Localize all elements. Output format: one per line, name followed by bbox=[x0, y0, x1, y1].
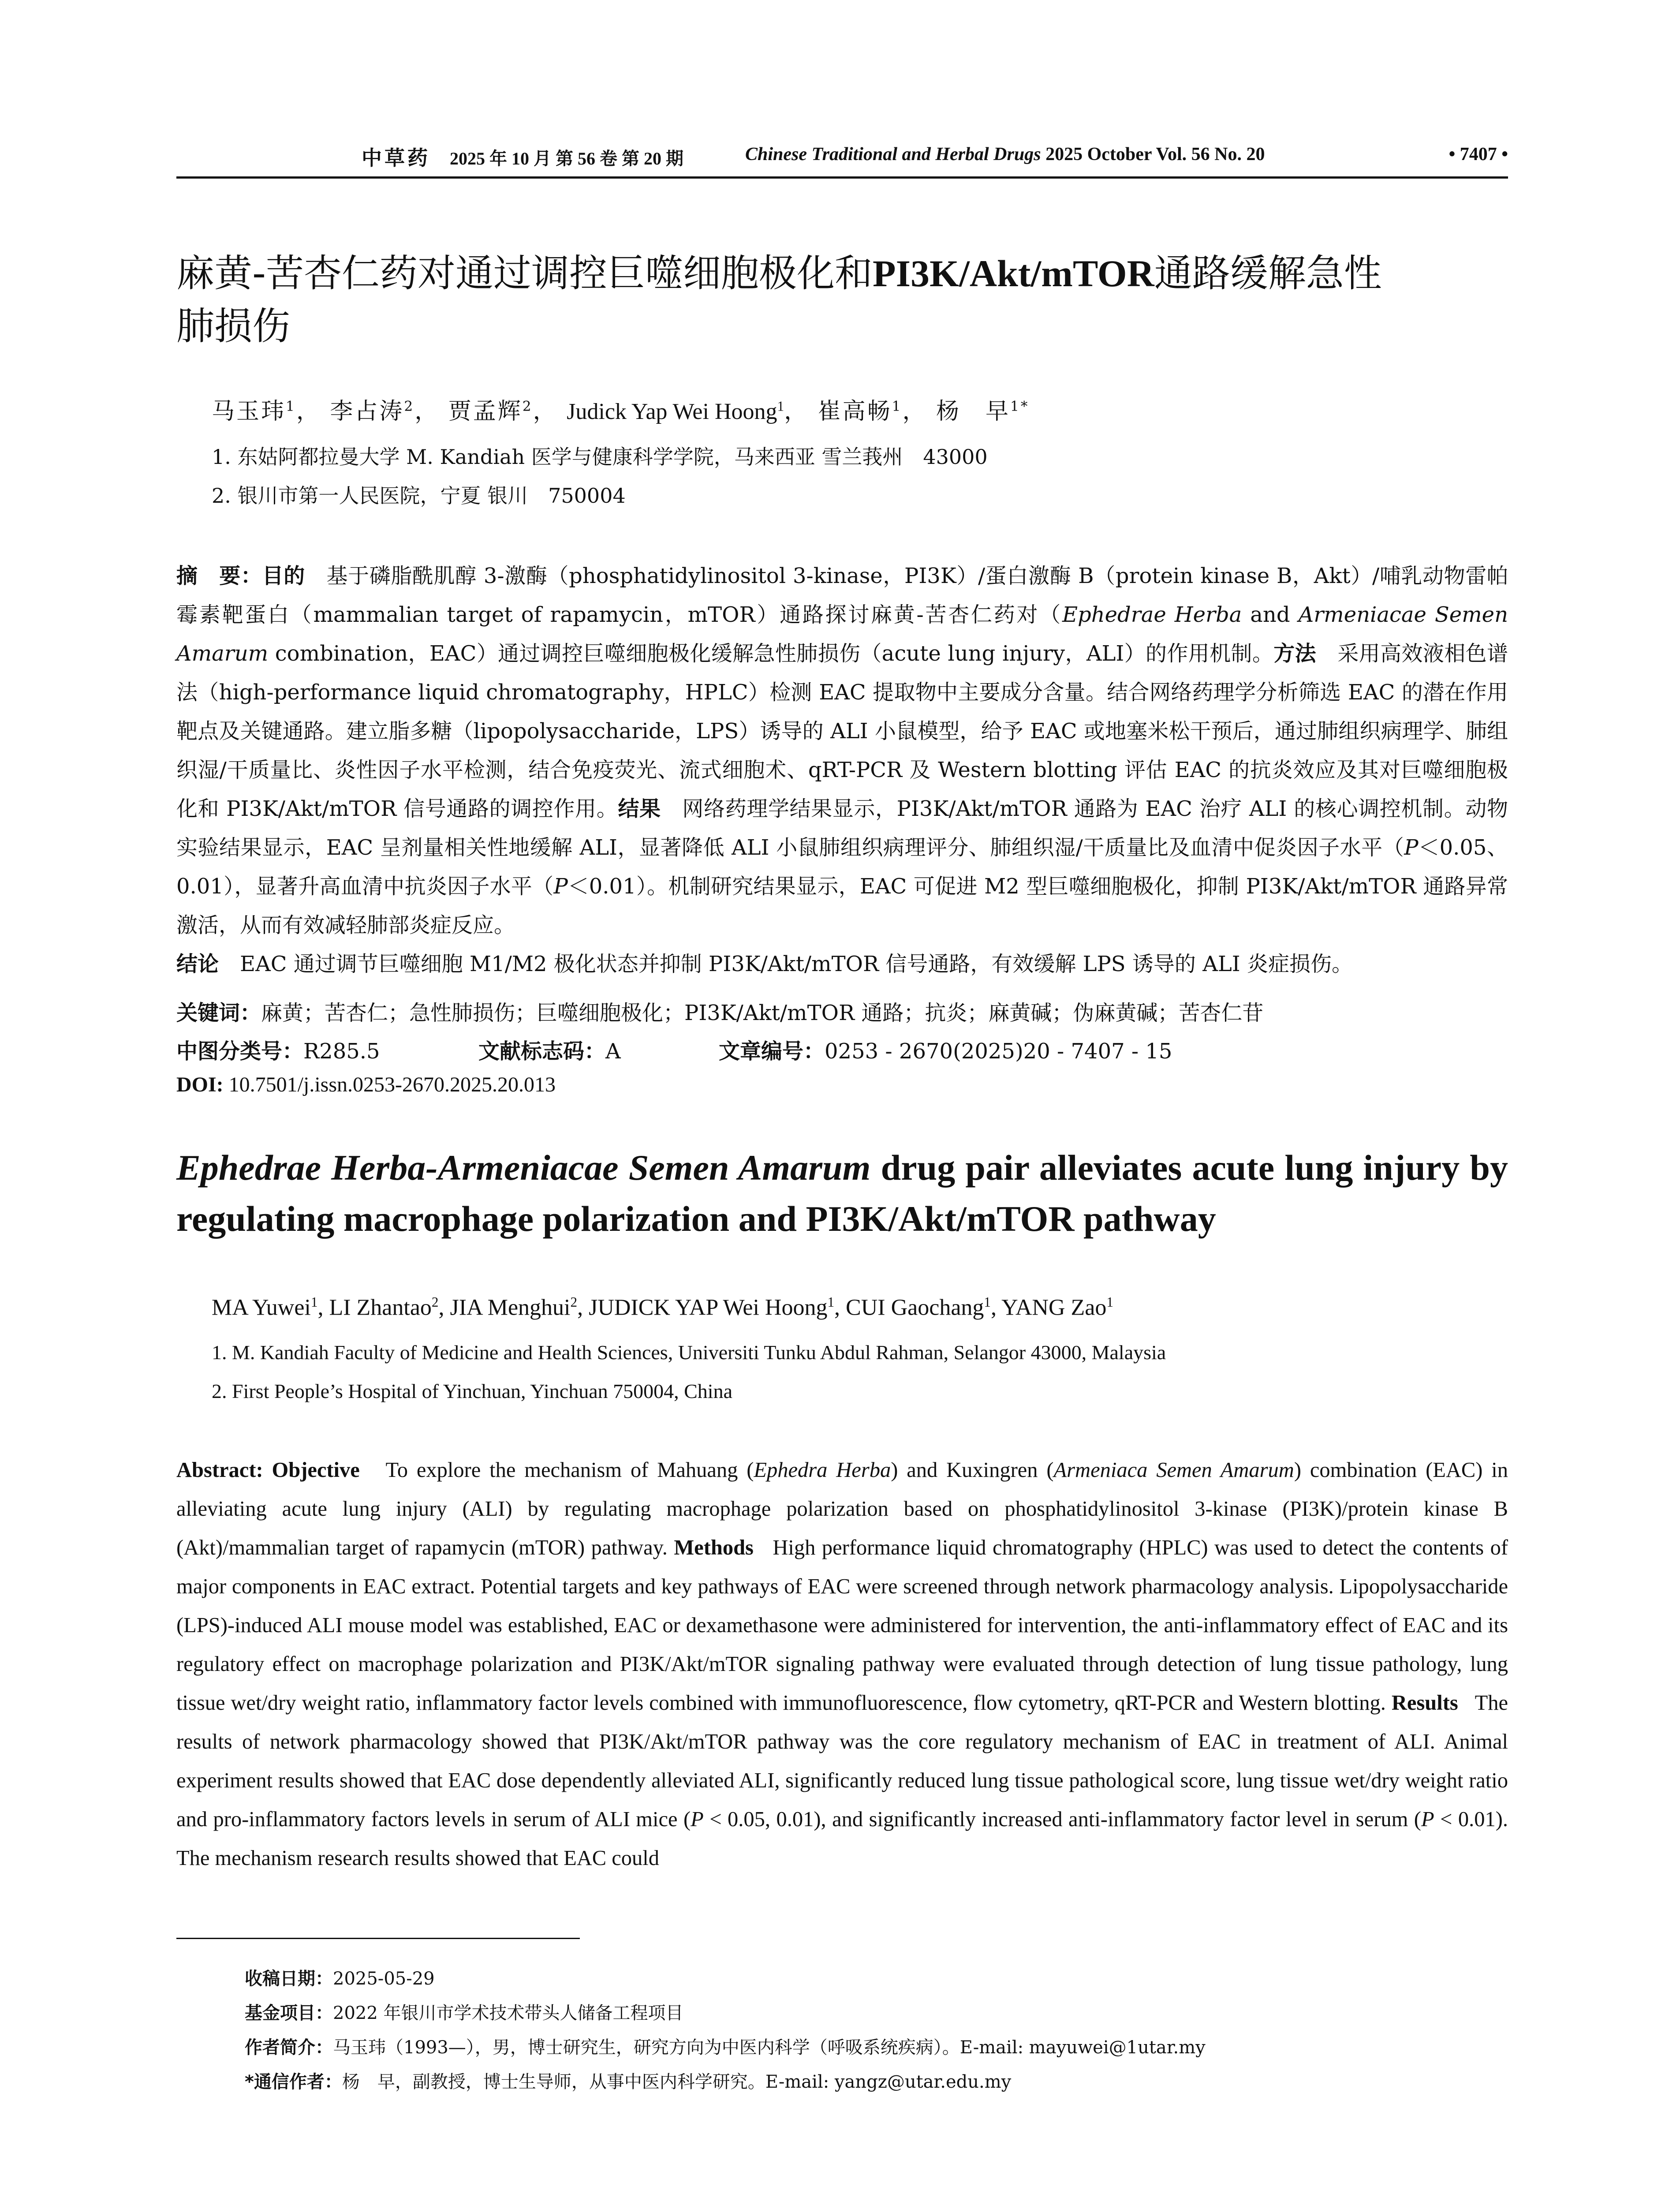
objective-text-en: To explore the mechanism of Mahuang ( bbox=[385, 1458, 754, 1482]
received-label: 收稿日期： bbox=[245, 1969, 333, 1989]
article-value: 0253 - 2670(2025)20 - 7407 - 15 bbox=[825, 1039, 1172, 1064]
author-name: Judick Yap Wei Hoong bbox=[567, 399, 777, 424]
fund-label: 基金项目： bbox=[245, 2003, 333, 2023]
author-aff: 2 bbox=[404, 398, 415, 415]
author-aff: 2 bbox=[522, 398, 533, 415]
conclusion-label: 结论 bbox=[176, 952, 219, 976]
received-value: 2025-05-29 bbox=[333, 1969, 435, 1989]
article-label: 文章编号： bbox=[719, 1039, 825, 1064]
conjunction: and bbox=[1242, 602, 1299, 627]
author-aff: 1 bbox=[286, 398, 296, 415]
affiliation-cn: 1. 东姑阿都拉曼大学 M. Kandiah 医学与健康科学学院，马来西亚 雪兰莪州 43000 bbox=[212, 445, 988, 469]
keywords-label: 关键词： bbox=[176, 1001, 261, 1025]
doi bbox=[176, 1073, 556, 1097]
corresponding-label: *通信作者： bbox=[245, 2072, 342, 2092]
title-cn-part: 通路缓解急性 bbox=[1154, 251, 1382, 295]
author-aff: 2 bbox=[570, 1294, 578, 1310]
author-name: CUI Gaochang bbox=[846, 1295, 984, 1320]
clc-value: R285.5 bbox=[303, 1039, 380, 1064]
results-label-en: Results bbox=[1391, 1691, 1458, 1715]
author-name: 崔高畅 bbox=[818, 398, 892, 425]
p-symbol: P bbox=[553, 874, 568, 899]
author bbox=[567, 399, 784, 424]
abstract-cn bbox=[176, 557, 1508, 983]
authors-cn: 马玉玮$^1$， 李占涛$^2$， 贾孟辉$^2$， Judick Yap Wei Hoong$^1$， 崔高畅$^1$， 杨 早$^{1*}$ bbox=[212, 398, 1030, 425]
classification-line bbox=[176, 1034, 380, 1065]
title-cn-line2: 肺损伤 bbox=[176, 304, 290, 348]
affiliation-cn: 2. 银川市第一人民医院，宁夏 银川 750004 bbox=[212, 484, 626, 508]
latin-name: Armeniaca Semen Amarum bbox=[1053, 1458, 1294, 1482]
methods-label: 方法 bbox=[1273, 641, 1317, 666]
objective-label: 目的 bbox=[262, 564, 305, 588]
objective-text-en: ) and Kuxingren ( bbox=[891, 1458, 1054, 1482]
author-name: LI Zhantao bbox=[329, 1295, 432, 1320]
author-name: 杨 早 bbox=[936, 398, 1011, 425]
methods-text-en: High performance liquid chromatography (HPLC) was used to detect the contents of major components in EAC extract. Potential targets and key pathways of EAC were screened through network pharmacology analysis. Lipopolysaccharide (LPS)-induced ALI mouse model was established, EAC or dexamethasone were administered for intervention, the anti-inflammatory effect of EAC and its regulatory effect on macrophage polarization and PI3K/Akt/mTOR signaling pathway were evaluated through detection of lung tissue pathology, lung tissue wet/dry weight ratio, inflammatory factor levels combined with immunofluorescence, flow cytometry, qRT-PCR and Western blotting. bbox=[176, 1536, 1508, 1715]
affiliation-en: 2. First People’s Hospital of Yinchuan, Yinchuan 750004, China bbox=[212, 1380, 732, 1402]
latin-name: Ephedra Herba bbox=[754, 1458, 891, 1482]
footnote-received bbox=[245, 1965, 435, 1990]
author-bio-value: 马玉玮（1993—），男，博士研究生，研究方向为中医内科学（呼吸系统疾病）。E-mail: mayuwei@1utar.my bbox=[333, 2037, 1206, 2058]
title-cn bbox=[176, 247, 1508, 353]
footnote-fund bbox=[245, 1999, 683, 2024]
issue-info-en: 2025 October Vol. 56 No. 20 bbox=[1045, 144, 1265, 164]
header-rule bbox=[176, 176, 1508, 179]
author-name: JIA Menghui bbox=[450, 1295, 571, 1320]
latin-name: Armeniacae Semen Amarum bbox=[176, 602, 1508, 666]
journal-name-en-text: Chinese Traditional and Herbal Drugs bbox=[745, 144, 1041, 164]
doc-code bbox=[478, 1034, 621, 1065]
doc-label: 文献标志码： bbox=[478, 1039, 606, 1064]
affiliation-en: 1. M. Kandiah Faculty of Medicine and Health Sciences, Universiti Tunku Abdul Rahman, Selangor 43000, Malaysia bbox=[212, 1341, 1166, 1364]
p-symbol: P bbox=[1404, 835, 1419, 860]
author-name: YANG Zao bbox=[1001, 1295, 1107, 1320]
author-aff: 1 bbox=[777, 398, 784, 414]
author-aff: 1* bbox=[1010, 398, 1030, 415]
author-aff: 1 bbox=[892, 398, 903, 415]
p-symbol: P bbox=[691, 1808, 704, 1831]
objective-tail: combination，EAC）通过调控巨噬细胞极化缓解急性肺损伤（acute lung injury，ALI）的作用机制。 bbox=[268, 641, 1274, 666]
footnote-author bbox=[245, 2033, 1206, 2059]
journal-name-en bbox=[745, 144, 1265, 165]
abstract-en bbox=[176, 1451, 1508, 1878]
author-bio-label: 作者简介： bbox=[245, 2037, 333, 2058]
authors-en: MA Yuwei$^1$, LI Zhantao$^2$, JIA Menghui$^2$, JUDICK YAP Wei Hoong$^1$, CUI Gaochang$^1$, YANG Zao$^1$ bbox=[212, 1294, 1113, 1320]
footnote-corresponding bbox=[245, 2068, 1011, 2093]
corresponding-value: 杨 早，副教授，博士生导师，从事中医内科学研究。E-mail: yangz@utar.edu.my bbox=[342, 2072, 1012, 2092]
author-name: 马玉玮 bbox=[212, 398, 286, 425]
author bbox=[330, 398, 414, 425]
clc-label: 中图分类号： bbox=[176, 1039, 304, 1064]
fund-value: 2022 年银川市学术技术带头人储备工程项目 bbox=[333, 2003, 683, 2023]
keywords-value: 麻黄；苦杏仁；急性肺损伤；巨噬细胞极化；PI3K/Akt/mTOR 通路；抗炎；麻黄碱；伪麻黄碱；苦杏仁苷 bbox=[261, 1001, 1264, 1025]
results-text-en: The results of network pharmacology showed that PI3K/Akt/mTOR pathway was the core regulatory mechanism of EAC in treatment of ALI. Animal experiment results showed that EAC dose dependently alleviated ALI, significantly reduced lung tissue pathological score, lung tissue wet/dry weight ratio and pro-inflammatory factors levels in serum of ALI mice ( bbox=[176, 1691, 1508, 1831]
results-text-en: < 0.05, 0.01), and significantly increased anti-inflammatory factor level in serum ( bbox=[703, 1808, 1421, 1831]
issue-info-cn: 2025 年 10 月 第 56 卷 第 20 期 bbox=[450, 149, 683, 168]
title-en bbox=[176, 1142, 1508, 1245]
author bbox=[212, 398, 296, 425]
doi-label: DOI: bbox=[176, 1073, 224, 1096]
methods-label-en: Methods bbox=[674, 1536, 754, 1559]
author-aff: 1 bbox=[1106, 1294, 1113, 1310]
title-cn-pathway: PI3K/Akt/mTOR bbox=[873, 252, 1154, 295]
page-number: • 7407 • bbox=[1449, 144, 1508, 164]
title-en-latin: Ephedrae Herba-Armeniacae Semen Amarum bbox=[176, 1147, 871, 1188]
title-en-rest: drug pair alleviates acute lung injury by regulating macrophage polarization and PI3K/Akt/mTOR pathway bbox=[176, 1147, 1508, 1239]
abstract-cn-label: 摘 要： bbox=[176, 564, 262, 588]
article-number bbox=[719, 1034, 1172, 1065]
author-name: 李占涛 bbox=[330, 398, 404, 425]
author-aff: 2 bbox=[431, 1294, 439, 1310]
author bbox=[936, 398, 1029, 425]
journal-name-cn: 中草药 bbox=[362, 146, 430, 170]
author bbox=[448, 398, 533, 425]
methods-text: 采用高效液相色谱法（high-performance liquid chromatography，HPLC）检测 EAC 提取物中主要成分含量。结合网络药理学分析筛选 EAC 的潜在作用靶点及关键通路。建立脂多糖（lipopolysaccharide，LPS）诱导的 ALI 小鼠模型，给予 EAC 或地塞米松干预后，通过肺组织病理学、肺组织湿/干质量比、炎性因子水平检测，结合免疫荧光、流式细胞术、qRT-PCR 及 Western blotting 评估 EAC 的抗炎效应及其对巨噬细胞极化和 PI3K/Akt/mTOR 信号通路的调控作用。 bbox=[176, 641, 1508, 821]
title-cn-part: 麻黄-苦杏仁药对通过调控巨噬细胞极化和 bbox=[176, 251, 873, 295]
author-name: JUDICK YAP Wei Hoong bbox=[589, 1295, 828, 1320]
results-text: 网络药理学结果显示，PI3K/Akt/mTOR 通路为 EAC 治疗 ALI 的核心调控机制。动物实验结果显示，EAC 呈剂量相关性地缓解 ALI，显著降低 ALI 小鼠肺组织病理评分、肺组织湿/干质量比及血清中促炎因子水平（ bbox=[176, 796, 1508, 860]
running-header bbox=[176, 142, 1508, 177]
author-aff: 1 bbox=[984, 1294, 991, 1310]
footnote-rule bbox=[176, 1938, 580, 1939]
objective-text: 基于磷脂酰肌醇 3-激酶（phosphatidylinositol 3-kinase，PI3K）/蛋白激酶 B（protein kinase B，Akt）/哺乳动物雷帕霉素靶蛋白（mammalian target of rapamycin，mTOR）通路探讨麻黄-苦杏仁药对（ bbox=[176, 564, 1508, 627]
keywords bbox=[176, 996, 1263, 1026]
results-text: ＜0.01）。机制研究结果显示，EAC 可促进 M2 型巨噬细胞极化，抑制 PI3K/Akt/mTOR 通路异常激活，从而有效减轻肺部炎症反应。 bbox=[176, 874, 1508, 938]
author-aff: 1 bbox=[310, 1294, 318, 1310]
results-text: ＜0.05、0.01），显著升高血清中抗炎因子水平（ bbox=[176, 835, 1508, 899]
results-label: 结果 bbox=[618, 796, 661, 821]
p-symbol: P bbox=[1421, 1808, 1434, 1831]
doc-value: A bbox=[605, 1039, 621, 1064]
author bbox=[818, 398, 903, 425]
latin-name: Ephedrae Herba bbox=[1062, 602, 1242, 627]
doi-value: 10.7501/j.issn.0253-2670.2025.20.013 bbox=[228, 1073, 556, 1096]
abstract-en-label: Abstract: bbox=[176, 1458, 263, 1482]
author-name: 贾孟辉 bbox=[448, 398, 523, 425]
author-aff: 1 bbox=[827, 1294, 835, 1310]
author-name: MA Yuwei bbox=[212, 1295, 311, 1320]
objective-text-en: ) combination (EAC) in alleviating acute lung injury (ALI) by regulating macrophage polarization based on phosphatidylinositol 3-kinase (PI3K)/protein kinase B (Akt)/mammalian target of rapamycin (mTOR) pathway. bbox=[176, 1458, 1508, 1559]
conclusion-text: EAC 通过调节巨噬细胞 M1/M2 极化状态并抑制 PI3K/Akt/mTOR 信号通路，有效缓解 LPS 诱导的 ALI 炎症损伤。 bbox=[240, 952, 1353, 976]
results-text-en: < 0.01). The mechanism research results showed that EAC could bbox=[176, 1808, 1508, 1870]
objective-label-en: Objective bbox=[272, 1458, 360, 1482]
